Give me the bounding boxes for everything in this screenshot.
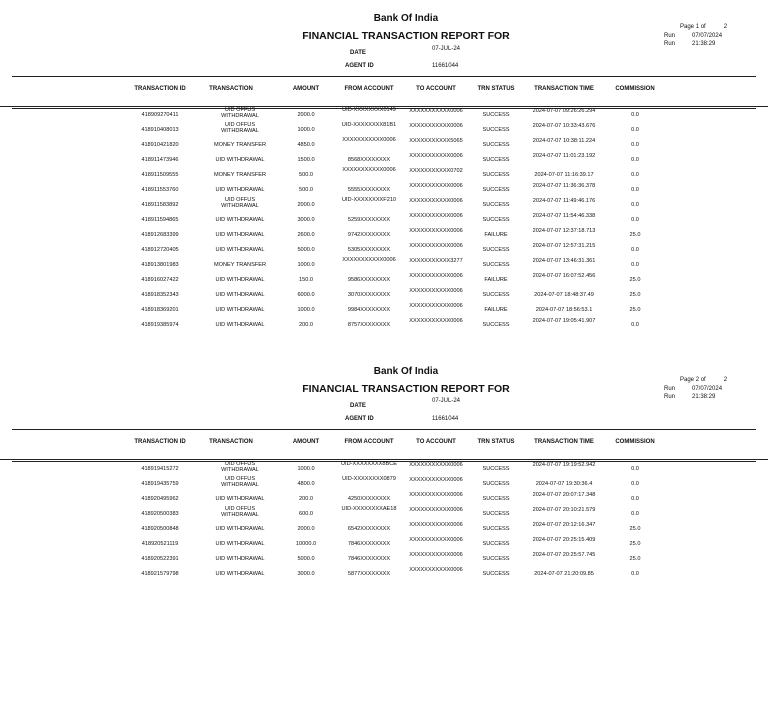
transaction-type-cell: UID OFFUS WITHDRAWAL [221,506,259,518]
transaction-type-cell: UID WITHDRAWAL [215,187,265,193]
to-account-cell: XXXXXXXXXXX0006 [409,183,463,189]
trn-status-cell: SUCCESS [482,202,510,208]
col-trn-status: TRN STATUS [477,86,515,92]
col-transaction: TRANSACTION [209,86,253,92]
col-to-account: TO ACCOUNT [416,439,456,445]
transaction-time-cell: 2024-07-07 16:07:52.456 [532,273,596,279]
run-label: Run [664,385,676,392]
trn-status-cell: SUCCESS [482,157,510,163]
table-row [0,122,768,137]
transaction-type-cell: MONEY TRANSFER [213,262,267,268]
transaction-type-cell: UID WITHDRAWAL [215,247,265,253]
from-account-cell: 8568XXXXXXXX [347,157,391,163]
trn-status-cell: SUCCESS [482,172,510,178]
commission-cell: 25.0 [629,526,641,532]
commission-cell: 0.0 [631,247,639,253]
trn-status-cell: SUCCESS [482,481,510,487]
trn-status-cell: SUCCESS [482,217,510,223]
commission-cell: 0.0 [631,142,639,148]
from-account-cell: UID-XXXXXXXX0149 [342,107,396,113]
commission-cell: 0.0 [631,187,639,193]
of-label: of [700,377,706,383]
amount-cell: 1500.0 [297,157,315,163]
trn-status-cell: SUCCESS [482,541,510,547]
transaction-type-cell: UID WITHDRAWAL [215,217,265,223]
transaction-time-cell: 2024-07-07 12:37:18.713 [532,228,596,234]
commission-cell: 0.0 [631,571,639,577]
table-row [0,212,768,227]
from-account-cell: 9984XXXXXXXX [347,307,391,313]
commission-cell: 0.0 [631,127,639,133]
trn-status-cell: SUCCESS [482,112,510,118]
transaction-id-cell: 418919385974 [141,322,179,328]
transaction-time-cell: 2024-07-07 19:30:36.4 [535,481,593,487]
commission-cell: 25.0 [629,541,641,547]
table-row [0,182,768,197]
transaction-id-cell: 418921579798 [141,571,179,577]
amount-cell: 2600.0 [297,232,315,238]
amount-cell: 1000.0 [297,466,315,472]
transaction-type-cell: UID WITHDRAWAL [215,556,265,562]
amount-cell: 3000.0 [297,217,315,223]
table-row [0,536,768,551]
trn-status-cell: SUCCESS [482,247,510,253]
col-trn-status: TRN STATUS [477,439,515,445]
of-label: of [700,24,706,30]
to-account-cell: XXXXXXXXXXX0006 [409,108,463,114]
table-row [0,227,768,242]
table-row [0,476,768,491]
amount-cell: 2000.0 [297,526,315,532]
trn-status-cell: SUCCESS [482,466,510,472]
transaction-id-cell: 418911594865 [141,217,179,223]
transaction-id-cell: 418910408013 [141,127,179,133]
amount-cell: 1000.0 [297,262,315,268]
from-account-cell: UID-XXXXXXXXF210 [341,197,397,203]
commission-cell: 0.0 [631,217,639,223]
trn-status-cell: SUCCESS [482,556,510,562]
from-account-cell: XXXXXXXXXXX0006 [342,167,396,173]
transaction-time-cell: 2024-07-07 11:49:46.176 [532,198,596,204]
date-value: 07-JUL-24 [432,398,461,404]
col-amount: AMOUNT [292,86,320,92]
page-number: 1 [695,24,700,30]
trn-status-cell: SUCCESS [482,142,510,148]
trn-status-cell: FAILURE [484,232,508,238]
amount-cell: 4800.0 [297,481,315,487]
commission-cell: 0.0 [631,202,639,208]
from-account-cell: 5877XXXXXXXX [347,571,391,577]
run-time: 21:38:29 [692,41,716,47]
transaction-type-cell: UID OFFUS WITHDRAWAL [221,122,259,134]
trn-status-cell: SUCCESS [482,292,510,298]
commission-cell: 25.0 [629,556,641,562]
trn-status-cell: SUCCESS [482,322,510,328]
transaction-id-cell: 418920522391 [141,556,179,562]
transaction-type-cell: UID WITHDRAWAL [215,232,265,238]
to-account-cell: XXXXXXXXXXX0006 [409,228,463,234]
table-row [0,272,768,287]
from-account-cell: 8757XXXXXXXX [347,322,391,328]
amount-cell: 1000.0 [297,307,315,313]
to-account-cell: XXXXXXXXXXX0006 [409,492,463,498]
trn-status-cell: FAILURE [484,277,508,283]
page-total: 2 [723,24,728,30]
table-row [0,152,768,167]
transaction-time-cell: 2024-07-07 11:01:23.192 [532,153,596,159]
commission-cell: 25.0 [629,307,641,313]
commission-cell: 0.0 [631,466,639,472]
trn-status-cell: SUCCESS [482,511,510,517]
transaction-id-cell: 418920500848 [141,526,179,532]
from-account-cell: 6542XXXXXXXX [347,526,391,532]
to-account-cell: XXXXXXXXXXX0006 [409,288,463,294]
amount-cell: 4850.0 [297,142,315,148]
page-run-info [664,23,727,49]
transaction-time-cell: 2024-07-07 19:05:41.907 [532,318,596,324]
from-account-cell: 5305XXXXXXXX [347,247,391,253]
page-total: 2 [723,377,728,383]
transaction-time-cell: 2024-07-07 11:16:39.17 [534,172,594,178]
transaction-id-cell: 418911473946 [141,157,179,163]
amount-cell: 600.0 [299,511,313,517]
header-top-rule [12,429,756,430]
transaction-time-cell: 2024-07-07 10:38:11.224 [532,138,596,144]
run-time: 21:38:29 [692,394,716,400]
agent-id-label: AGENT ID [345,416,374,422]
amount-cell: 10000.0 [295,541,317,547]
to-account-cell: XXXXXXXXXXX5065 [409,138,463,144]
transaction-table [0,107,768,332]
table-row [0,302,768,317]
amount-cell: 200.0 [299,322,313,328]
bank-name: Bank Of India [373,366,439,377]
to-account-cell: XXXXXXXXXXX3277 [409,258,463,264]
amount-cell: 2000.0 [297,112,315,118]
transaction-type-cell: UID WITHDRAWAL [215,496,265,502]
transaction-time-cell: 2024-07-07 18:56:53.1 [535,307,593,313]
transaction-type-cell: UID OFFUS WITHDRAWAL [221,197,259,209]
from-account-cell: 7846XXXXXXXX [347,541,391,547]
transaction-time-cell: 2024-07-07 19:19:52.942 [532,462,596,468]
transaction-time-cell: 2024-07-07 20:07:17.348 [532,492,596,498]
transaction-id-cell: 418911583892 [141,202,179,208]
table-row [0,461,768,476]
page-run-info [664,376,727,402]
transaction-time-cell: 2024-07-07 20:25:15.409 [532,537,596,543]
table-row [0,137,768,152]
transaction-time-cell: 2024-07-07 12:57:31.215 [532,243,596,249]
transaction-type-cell: UID OFFUS WITHDRAWAL [221,107,259,119]
transaction-time-cell: 2024-07-07 20:10:21.579 [532,507,596,513]
to-account-cell: XXXXXXXXXXX0006 [409,213,463,219]
commission-cell: 25.0 [629,232,641,238]
header-bottom-rule [0,459,768,460]
table-row [0,317,768,332]
transaction-time-cell: 2024-07-07 20:25:57.745 [532,552,596,558]
transaction-type-cell: UID WITHDRAWAL [215,571,265,577]
col-from-account: FROM ACCOUNT [344,439,394,445]
transaction-time-cell: 2024-07-07 11:36:36.378 [532,183,596,189]
from-account-cell: UID-XXXXXXXXAE18 [341,506,397,512]
to-account-cell: XXXXXXXXXXX0006 [409,522,463,528]
transaction-id-cell: 418910421820 [141,142,179,148]
date-value: 07-JUL-24 [432,46,461,52]
trn-status-cell: FAILURE [484,307,508,313]
transaction-id-cell: 418912720405 [141,247,179,253]
page-label: Page [680,24,695,30]
commission-cell: 25.0 [629,292,641,298]
transaction-type-cell: UID WITHDRAWAL [215,292,265,298]
to-account-cell: XXXXXXXXXXX0006 [409,123,463,129]
from-account-cell: 5259XXXXXXXX [347,217,391,223]
from-account-cell: UID-XXXXXXXX81B1 [341,122,397,128]
to-account-cell: XXXXXXXXXXX0702 [409,168,463,174]
to-account-cell: XXXXXXXXXXX0006 [409,477,463,483]
col-commission: COMMISSION [615,86,655,92]
to-account-cell: XXXXXXXXXXX0006 [409,552,463,558]
trn-status-cell: SUCCESS [482,262,510,268]
page-label: Page [680,377,695,383]
from-account-cell: 9742XXXXXXXX [347,232,391,238]
commission-cell: 0.0 [631,157,639,163]
col-transaction: TRANSACTION [209,439,253,445]
transaction-time-cell: 2024-07-07 10:33:43.676 [532,123,596,129]
report-title: FINANCIAL TRANSACTION REPORT FOR [302,383,510,395]
amount-cell: 500.0 [299,187,313,193]
col-transaction-id: TRANSACTION ID [134,86,186,92]
table-row [0,521,768,536]
from-account-cell: XXXXXXXXXXX0006 [342,137,396,143]
to-account-cell: XXXXXXXXXXX0006 [409,243,463,249]
agent-id-value: 11661044 [432,63,459,69]
run-label: Run [664,32,676,39]
transaction-type-cell: UID OFFUS WITHDRAWAL [221,461,259,473]
transaction-id-cell: 418918369201 [141,307,179,313]
commission-cell: 0.0 [631,496,639,502]
transaction-id-cell: 418920500383 [141,511,179,517]
run-date: 07/07/2024 [692,385,723,392]
amount-cell: 6000.0 [297,292,315,298]
to-account-cell: XXXXXXXXXXX0006 [409,462,463,468]
transaction-type-cell: UID WITHDRAWAL [215,322,265,328]
report-page-2 [0,355,768,706]
trn-status-cell: SUCCESS [482,496,510,502]
trn-status-cell: SUCCESS [482,571,510,577]
transaction-id-cell: 418919435759 [141,481,179,487]
from-account-cell: XXXXXXXXXXX0006 [342,257,396,263]
to-account-cell: XXXXXXXXXXX0006 [409,273,463,279]
amount-cell: 200.0 [299,496,313,502]
col-commission: COMMISSION [615,439,655,445]
commission-cell: 0.0 [631,511,639,517]
transaction-type-cell: MONEY TRANSFER [213,172,267,178]
transaction-type-cell: UID WITHDRAWAL [215,526,265,532]
transaction-type-cell: MONEY TRANSFER [213,142,267,148]
transaction-id-cell: 418911553760 [141,187,179,193]
to-account-cell: XXXXXXXXXXX0006 [409,318,463,324]
transaction-id-cell: 418913801983 [141,262,179,268]
transaction-id-cell: 418911509555 [141,172,179,178]
report-title: FINANCIAL TRANSACTION REPORT FOR [302,30,510,42]
from-account-cell: 4250XXXXXXXX [347,496,391,502]
to-account-cell: XXXXXXXXXXX0006 [409,537,463,543]
from-account-cell: UID-XXXXXXXX8BCE [341,461,397,467]
transaction-id-cell: 418918352343 [141,292,179,298]
col-transaction-time: TRANSACTION TIME [534,439,594,445]
col-transaction-time: TRANSACTION TIME [534,86,594,92]
transaction-table [0,461,768,581]
transaction-time-cell: 2024-07-07 13:46:31.361 [532,258,596,264]
transaction-type-cell: UID OFFUS WITHDRAWAL [221,476,259,488]
to-account-cell: XXXXXXXXXXX0006 [409,567,463,573]
run-label: Run [664,394,676,400]
from-account-cell: 9586XXXXXXXX [347,277,391,283]
bank-name: Bank Of India [373,13,439,24]
transaction-id-cell: 418909270411 [141,112,179,118]
table-row [0,566,768,581]
to-account-cell: XXXXXXXXXXX0006 [409,153,463,159]
from-account-cell: 3070XXXXXXXX [347,292,391,298]
trn-status-cell: SUCCESS [482,127,510,133]
transaction-type-cell: UID WITHDRAWAL [215,277,265,283]
transaction-id-cell: 418912683399 [141,232,179,238]
amount-cell: 150.0 [299,277,313,283]
transaction-id-cell: 418916027422 [141,277,179,283]
trn-status-cell: SUCCESS [482,187,510,193]
header-top-rule [12,76,756,77]
transaction-id-cell: 418920521119 [141,541,179,547]
agent-id-value: 11661044 [432,416,459,422]
amount-cell: 2000.0 [297,202,315,208]
table-row [0,107,768,122]
date-label: DATE [350,50,366,56]
trn-status-cell: SUCCESS [482,526,510,532]
amount-cell: 5000.0 [297,247,315,253]
amount-cell: 5000.0 [297,556,315,562]
run-date: 07/07/2024 [692,32,723,39]
commission-cell: 25.0 [629,277,641,283]
transaction-id-cell: 418920495962 [141,496,179,502]
amount-cell: 500.0 [299,172,313,178]
table-row [0,167,768,182]
col-to-account: TO ACCOUNT [416,86,456,92]
table-row [0,287,768,302]
table-row [0,257,768,272]
transaction-id-cell: 418919415272 [141,466,179,472]
transaction-time-cell: 2024-07-07 18:48:37.49 [534,292,594,298]
to-account-cell: XXXXXXXXXXX0006 [409,507,463,513]
from-account-cell: 5555XXXXXXXX [347,187,391,193]
table-row [0,491,768,506]
transaction-type-cell: UID WITHDRAWAL [215,307,265,313]
to-account-cell: XXXXXXXXXXX0006 [409,198,463,204]
transaction-type-cell: UID WITHDRAWAL [215,541,265,547]
page-number: 2 [695,377,700,383]
commission-cell: 0.0 [631,112,639,118]
transaction-type-cell: UID WITHDRAWAL [215,157,265,163]
transaction-time-cell: 2024-07-07 11:54:46.338 [532,213,596,219]
transaction-time-cell: 2024-07-07 09:26:26.294 [532,108,596,114]
commission-cell: 0.0 [631,481,639,487]
table-row [0,197,768,212]
table-row [0,551,768,566]
table-row [0,242,768,257]
from-account-cell: UID-XXXXXXXX0879 [342,476,396,482]
agent-id-label: AGENT ID [345,63,374,69]
col-from-account: FROM ACCOUNT [344,86,394,92]
date-label: DATE [350,403,366,409]
col-amount: AMOUNT [292,439,320,445]
amount-cell: 1000.0 [297,127,315,133]
col-transaction-id: TRANSACTION ID [134,439,186,445]
amount-cell: 3000.0 [297,571,315,577]
commission-cell: 0.0 [631,172,639,178]
table-row [0,506,768,521]
run-label: Run [664,41,676,47]
commission-cell: 0.0 [631,262,639,268]
transaction-time-cell: 2024-07-07 21:20:09.85 [534,571,594,577]
commission-cell: 0.0 [631,322,639,328]
transaction-time-cell: 2024-07-07 20:12:16.347 [532,522,596,528]
to-account-cell: XXXXXXXXXXX0006 [409,303,463,309]
from-account-cell: 7846XXXXXXXX [347,556,391,562]
